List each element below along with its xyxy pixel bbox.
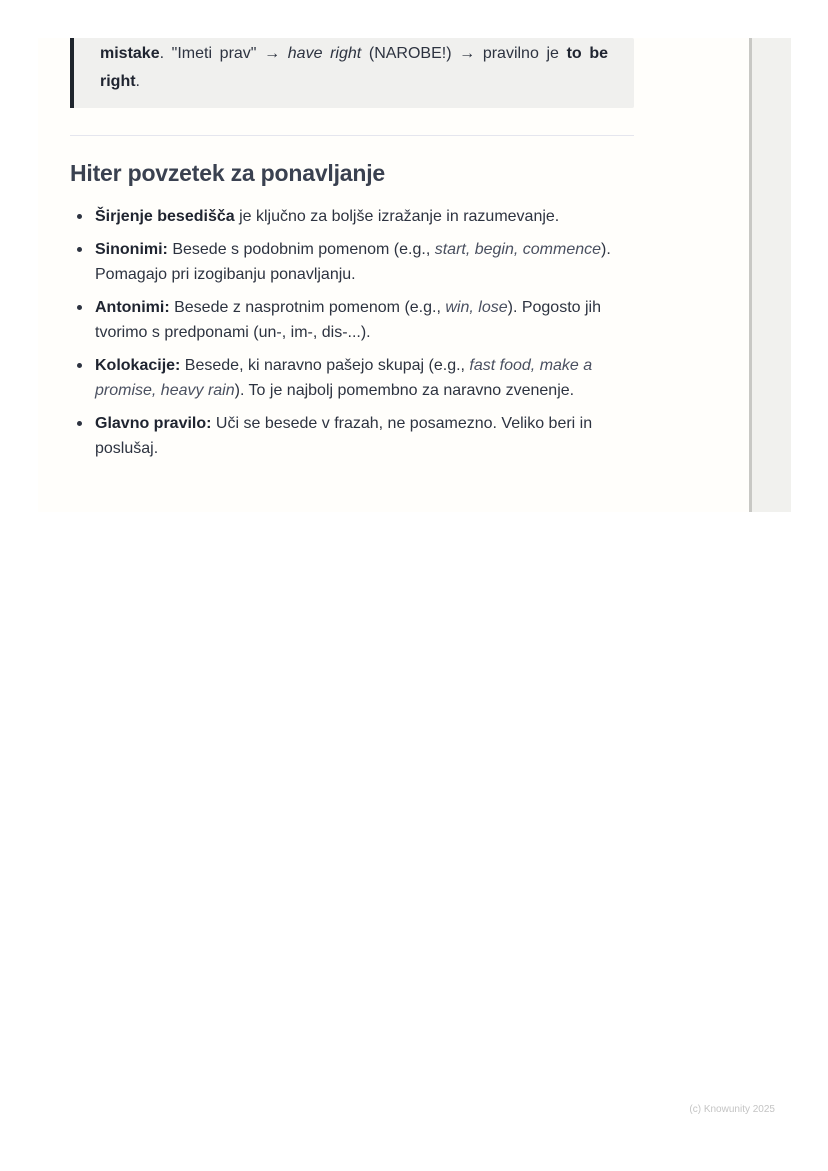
quote-text: . "Imeti prav" → <box>159 45 288 62</box>
item-text: ). Pomagajo pri izogibanju ponavljanju. <box>95 241 611 283</box>
item-text: Besede, ki naravno pašejo skupaj (e.g., <box>180 357 470 374</box>
summary-list <box>70 204 655 469</box>
item-text: Besede z nasprotnim pomenom (e.g., <box>169 299 446 316</box>
quote-bold-end: to be right <box>100 45 609 90</box>
quote-text: (NAROBE!) → pravilno je <box>361 45 567 62</box>
list-item <box>95 237 655 287</box>
document-page <box>38 38 749 512</box>
item-text: ). Pogosto jih tvorimo s predponami (un-, im-, dis-...). <box>95 299 601 341</box>
list-item <box>95 295 655 345</box>
list-item <box>95 411 655 461</box>
item-term: Glavno pravilo: <box>95 415 212 432</box>
quote-bold-start: mistake <box>100 45 160 62</box>
item-example: fast food, make a promise, heavy rain <box>95 357 593 399</box>
list-item <box>95 353 655 403</box>
item-example: start, begin, commence <box>434 241 602 258</box>
section-divider <box>70 135 634 136</box>
item-text: ). To je najbolj pomembno za naravno zvenenje. <box>234 382 575 399</box>
item-term: Širjenje besedišča <box>95 208 235 225</box>
blockquote-note <box>70 38 634 108</box>
item-term: Sinonimi: <box>95 241 168 258</box>
item-term: Antonimi: <box>95 299 170 316</box>
footer-copyright: (c) Knowunity 2025 <box>689 1104 775 1115</box>
item-term: Kolokacije: <box>95 357 181 374</box>
quote-text: . <box>135 73 140 90</box>
quote-italic: have right <box>287 45 362 62</box>
section-heading: Hiter povzetek za ponavljanje <box>70 160 386 186</box>
item-text: Besede s podobnim pomenom (e.g., <box>167 241 435 258</box>
item-text: Uči se besede v frazah, ne posamezno. Veliko beri in poslušaj. <box>95 415 593 457</box>
item-example: win, lose <box>445 299 508 316</box>
side-panel <box>749 38 791 512</box>
list-item <box>95 204 655 229</box>
item-text: je ključno za boljše izražanje in razumevanje. <box>234 208 560 225</box>
